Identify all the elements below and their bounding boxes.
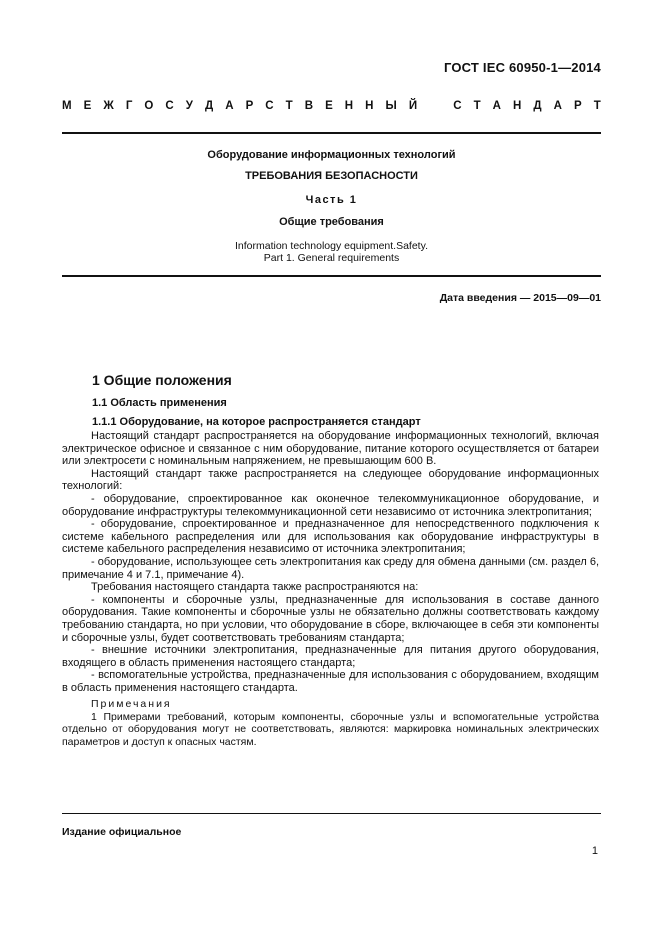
letter: Т (473, 100, 481, 112)
letter: Ы (385, 100, 397, 112)
title-line-2: ТРЕБОВАНИЯ БЕЗОПАСНОСТИ (245, 170, 418, 182)
notes-label: Примечания (91, 698, 172, 711)
subtitle: Общие требования (279, 216, 384, 228)
note: 1 Примерами требований, которым компоненты, сборочные узлы и вспомогательные устройства отдельно от оборудования могут не соответствовать, являются: маркировка номинальных электрических параметров и доступ к опасных частям. (62, 711, 599, 748)
letter: Н (344, 100, 354, 112)
list-item: - оборудование, использующее сеть электропитания как среду для обмена данными (см. раздел 6, примечание 4 и 7.1, примечание 4). (62, 555, 599, 581)
letter: У (185, 100, 193, 112)
section-heading: 1 Общие положения (92, 372, 232, 388)
paragraph: Настоящий стандарт также распространяется на следующее оборудование информационных технологий: (62, 467, 599, 493)
page-number: 1 (591, 845, 598, 857)
letter: Г (125, 100, 133, 112)
english-title (62, 240, 601, 264)
paragraph: Настоящий стандарт распространяется на оборудование информационных технологий, включая электрическое офисное и связанное с ним оборудование, питание которого осуществляется от батареи или электросети с номинальным напряжением, не превышающим 600 В. (62, 430, 599, 468)
list-item: - внешние источники электропитания, предназначенные для питания другого оборудования, входящего в область применения настоящего стандарта; (62, 644, 599, 669)
standard-type-heading (62, 100, 601, 112)
letter: Н (365, 100, 374, 112)
list-item: - компоненты и сборочные узлы, предназначенные для использования в составе данного оборудования. Такие компоненты и сборочные узлы не обязательно должны соответствовать каждому требованию стандарта, но при условии, что оборудование в сборе, включающее в себя эти компоненты и сборочные узлы, будет соответствовать требованиям стандарта; (62, 593, 599, 644)
introduction-date: Дата введения — 2015—09—01 (439, 292, 601, 304)
edition-label: Издание официальное (62, 826, 182, 838)
letter: М (62, 100, 72, 112)
paragraph: Требования настоящего стандарта также распространяются на: (91, 581, 419, 594)
letter: Р (574, 100, 582, 112)
list-item: - вспомогательные устройства, предназначенные для использования с оборудованием, входящим в область применения настоящего стандарта. (62, 669, 599, 694)
letter: С (265, 100, 274, 112)
letter: Й (408, 100, 418, 112)
letter: Д (204, 100, 214, 112)
list-item: - оборудование, спроектированное и предназначенное для непосредственного подключения к системе кабельного распределения или для использования как оборудование инфраструктуры в системе кабельного распределения независимо от источника электропитания; (62, 518, 599, 556)
footer-divider (62, 813, 601, 814)
letter: Т (285, 100, 293, 112)
standard-code: ГОСТ IEC 60950-1—2014 (443, 60, 601, 75)
title-divider (62, 275, 601, 277)
letter: О (144, 100, 154, 112)
letter: Д (533, 100, 542, 112)
letter: Р (245, 100, 254, 112)
letter: Е (83, 100, 92, 112)
letter: С (165, 100, 174, 112)
letter: Е (325, 100, 333, 112)
letter: А (492, 100, 501, 112)
subsection-heading: 1.1 Область применения (92, 397, 227, 409)
letter: Н (513, 100, 522, 112)
list-item: - оборудование, спроектированное как оконечное телекоммуникационное оборудование, и оборудование инфраструктуры телекоммуникационной сети независимо от источника электропитания; (62, 492, 599, 518)
letter: А (225, 100, 234, 112)
section-body (62, 430, 599, 748)
letter: В (304, 100, 314, 112)
letter: А (553, 100, 562, 112)
title-line-1: Оборудование информационных технологий (207, 149, 456, 161)
part-label: Часть 1 (305, 194, 358, 206)
letter: С (453, 100, 462, 112)
english-title-line-1: Information technology equipment.Safety. (234, 240, 428, 252)
top-divider (62, 132, 601, 134)
subsubsection-heading: 1.1.1 Оборудование, на которое распространяется стандарт (92, 416, 421, 428)
english-title-line-2: Part 1. General requirements (263, 252, 400, 264)
letter: Т (593, 100, 601, 112)
letter: Ж (103, 100, 114, 112)
